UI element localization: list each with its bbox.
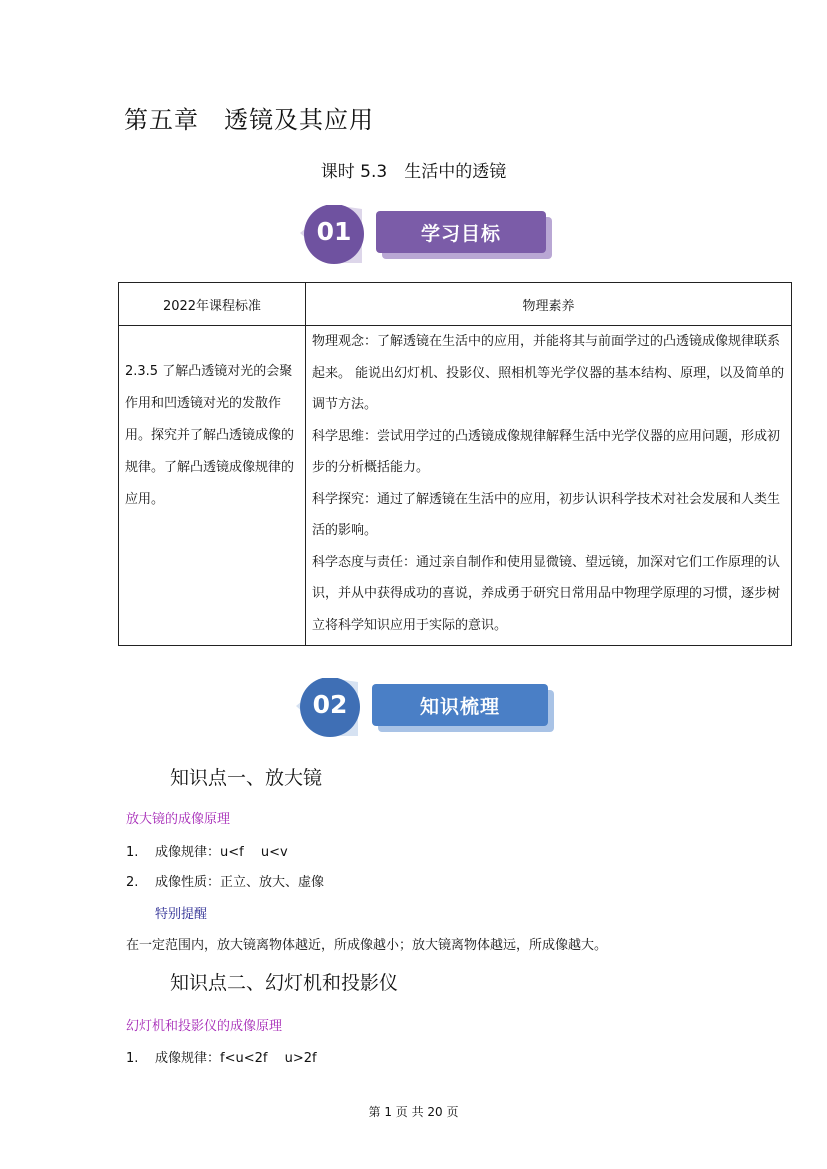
section-banner-goals [0, 205, 827, 275]
section-label: 学习目标 [420, 223, 501, 245]
section-banner-knowledge [0, 678, 827, 748]
knowledge-point-title: 知识点二、幻灯机和投影仪 [170, 972, 399, 994]
header-literacy: 物理素养 [306, 283, 792, 326]
standard-text: 2.3.5 了解凸透镜对光的会聚作用和凹透镜对光的发散作用。探究并了解凸透镜成像的规律。了解凸透镜成像规律的应用。 [119, 326, 306, 646]
list-text: 成像规律：u<f u<v [155, 845, 288, 860]
principle-heading: 放大镜的成像原理 [126, 812, 231, 827]
lesson-title: 课时 5.3 生活中的透镜 [320, 162, 507, 182]
note-title: 特别提醒 [155, 907, 208, 922]
list-number: 2. [126, 875, 139, 890]
note-text: 在一定范围内，放大镜离物体越近，所成像越小；放大镜离物体越远，所成像越大。 [126, 938, 608, 953]
knowledge-point-title: 知识点一、放大镜 [170, 767, 323, 789]
literacy-paragraph: 科学态度与责任：通过亲自制作和使用显微镜、望远镜，加深对它们工作原理的认识，并从中获得成功的喜说，养成勇于研究日常用品中物理学原理的习惯，逐步树立将科学知识应用于实际的意识。 [312, 554, 781, 633]
literacy-paragraph: 科学探究：通过了解透镜在生活中的应用，初步认识科学技术对社会发展和人类生活的影响。 [312, 491, 781, 538]
list-number: 1. [126, 1051, 139, 1066]
literacy-cell [306, 326, 792, 646]
table-header-row [119, 283, 792, 326]
list-text: 成像规律：f<u<2f u>2f [155, 1051, 317, 1066]
header-standard: 2022年课程标准 [119, 283, 306, 326]
literacy-paragraph: 科学思维：尝试用学过的凸透镜成像规律解释生活中光学仪器的应用问题，形成初步的分析概括能力。 [312, 428, 781, 475]
list-item [126, 1047, 317, 1066]
chapter-title: 第五章 透镜及其应用 [124, 106, 374, 134]
table-row [119, 326, 792, 646]
section-label: 知识梳理 [419, 696, 500, 718]
curriculum-table [118, 282, 792, 646]
list-item [126, 871, 324, 890]
page-footer: 第 1 页 共 20 页 [368, 1105, 459, 1119]
principle-heading: 幻灯机和投影仪的成像原理 [126, 1019, 283, 1034]
list-item [126, 841, 288, 860]
section-number: 02 [312, 690, 348, 719]
literacy-paragraph: 物理观念：了解透镜在生活中的应用，并能将其与前面学过的凸透镜成像规律联系起来。 能说出幻灯机、投影仪、照相机等光学仪器的基本结构、原理，以及简单的调节方法。 [312, 334, 785, 412]
list-text: 成像性质：正立、放大、虚像 [155, 875, 325, 890]
section-number: 01 [316, 217, 352, 246]
list-number: 1. [126, 845, 139, 860]
